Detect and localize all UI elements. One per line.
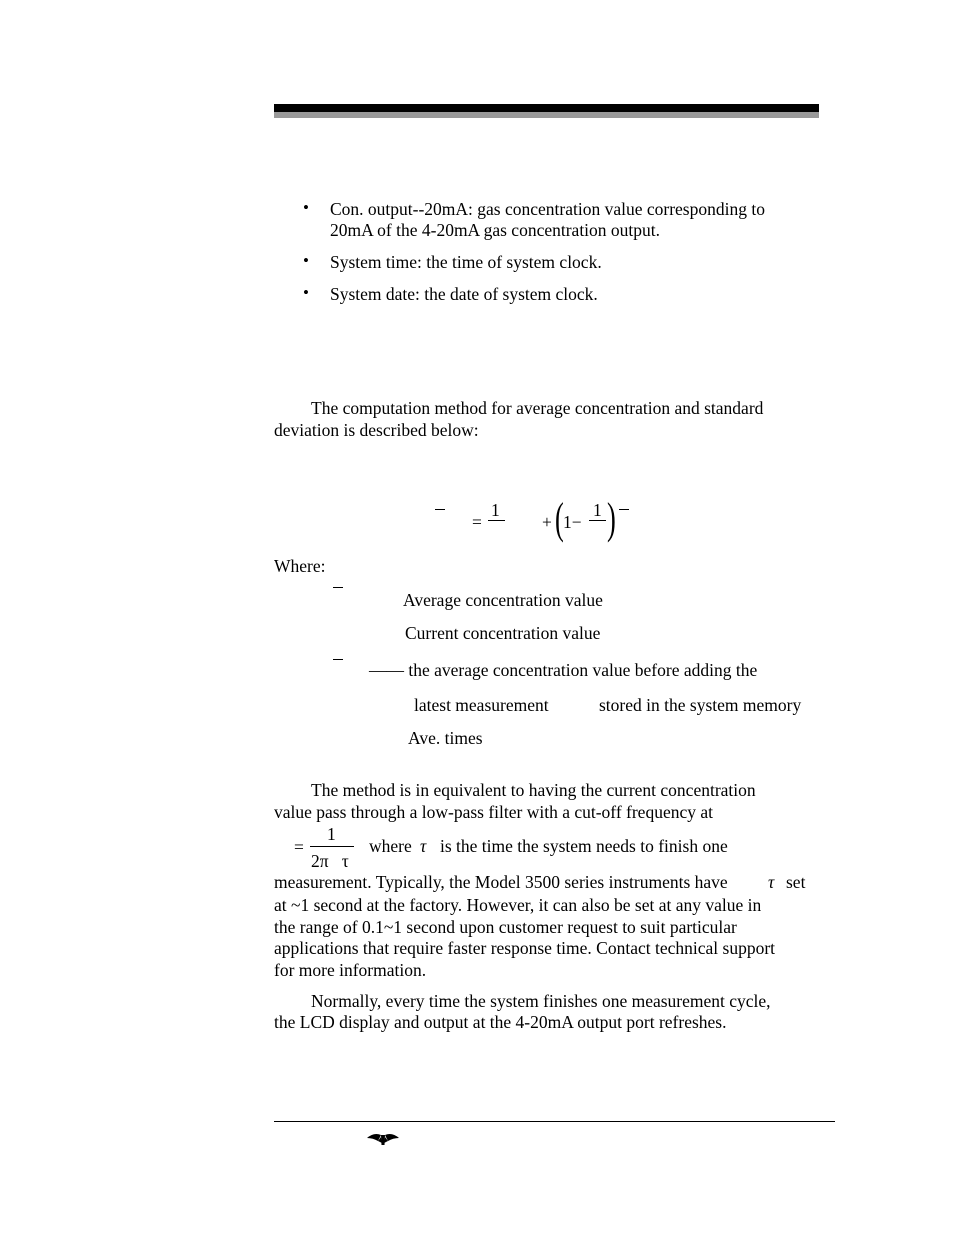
method-line-2: value pass through a low-pass filter with a cut-off frequency at — [274, 802, 713, 822]
formula-right-paren: ) — [607, 494, 616, 543]
where-current-concentration: Current concentration value — [405, 623, 601, 643]
method-line-1: The method is in equivalent to having the current concentration — [311, 780, 756, 800]
bullet-dot: • — [303, 283, 309, 302]
method-line-4: measurement. Typically, the Model 3500 series instruments have — [274, 872, 728, 892]
header-rule — [274, 104, 819, 112]
method-line-8: for more information. — [274, 960, 427, 980]
formula-overbar — [619, 509, 629, 510]
bullet-item-3: System date: the date of system clock. — [330, 284, 598, 304]
bullet-item-1-line2: 20mA of the 4-20mA gas concentration output. — [330, 220, 661, 240]
method-line-3: is the time the system needs to finish one — [440, 836, 728, 856]
cutoff-equals: = — [294, 837, 304, 857]
formula-inner-fraction-bar — [589, 520, 606, 521]
method-line-7: applications that require faster response time. Contact technical support — [274, 938, 776, 958]
formula-plus: + — [542, 512, 552, 532]
tau-symbol: τ — [768, 872, 775, 892]
normally-line-2: the LCD display and output at the 4-20mA output port refreshes. — [274, 1012, 727, 1032]
formula-left-paren: ( — [555, 494, 564, 543]
normally-line-1: Normally, every time the system finishes one measurement cycle, — [311, 991, 771, 1011]
formula-fraction-bar — [488, 520, 505, 521]
bullet-item-2: System time: the time of system clock. — [330, 252, 602, 272]
where-latest-measurement: latest measurement — [414, 695, 549, 715]
bullet-dot: • — [303, 251, 309, 270]
where-ave-times: Ave. times — [408, 728, 483, 748]
intro-line-2: deviation is described below: — [274, 420, 479, 440]
footer-rule — [274, 1121, 835, 1122]
cutoff-denominator: 2π τ — [311, 851, 349, 871]
formula-one-minus: 1− — [563, 512, 582, 532]
cutoff-numerator: 1 — [327, 824, 336, 844]
where-overbar — [333, 659, 343, 660]
where-stored-in-memory: stored in the system memory — [599, 695, 802, 715]
bullet-dot: • — [303, 198, 309, 217]
tau-symbol: τ — [420, 836, 427, 856]
formula-numerator: 1 — [491, 500, 500, 520]
intro-line-1: The computation method for average concentration and standard — [311, 398, 764, 418]
formula-inner-numerator: 1 — [593, 500, 602, 520]
method-line-5: at ~1 second at the factory. However, it can also be set at any value in — [274, 895, 762, 915]
cutoff-fraction-bar — [310, 846, 354, 847]
method-where: where — [369, 836, 412, 856]
where-overbar — [333, 587, 343, 588]
company-logo-icon — [366, 1132, 400, 1146]
method-line-4-end: set — [786, 872, 806, 892]
formula-equals: = — [472, 512, 482, 532]
where-label: Where: — [274, 556, 326, 576]
formula-overbar — [435, 509, 445, 510]
method-line-6: the range of 0.1~1 second upon customer request to suit particular — [274, 917, 737, 937]
where-previous-average-line1: —— the average concentration value before adding the — [369, 660, 758, 680]
bullet-item-1-line1: Con. output--20mA: gas concentration value corresponding to — [330, 199, 765, 219]
header-rule-shadow — [274, 112, 819, 118]
where-average-concentration: Average concentration value — [403, 590, 603, 610]
